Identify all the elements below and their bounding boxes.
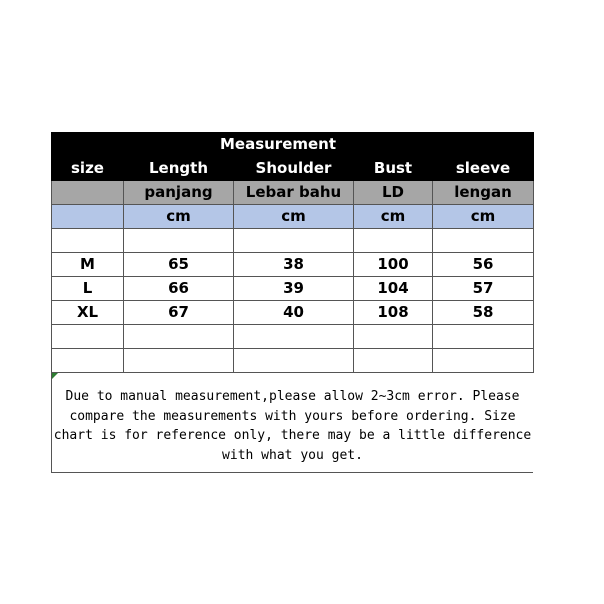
empty-cell (52, 325, 124, 349)
unit-cell: cm (124, 205, 234, 229)
disclaimer-text: Due to manual measurement,please allow 2~3cm error. Please compare the measurements with yours before ordering. Size chart is for reference only, there may be a little difference with what you get. (53, 389, 532, 463)
sleeve-cell: 57 (433, 277, 534, 301)
empty-cell (234, 349, 354, 373)
empty-cell (52, 229, 124, 253)
size-cell: L (52, 277, 124, 301)
length-cell: 66 (124, 277, 234, 301)
size-chart (51, 132, 533, 473)
length-cell: 65 (124, 253, 234, 277)
empty-cell (433, 349, 534, 373)
translation-cell: LD (354, 181, 433, 205)
translation-row (52, 181, 534, 205)
table-row (52, 349, 534, 373)
table-row (52, 229, 534, 253)
bust-cell: 104 (354, 277, 433, 301)
unit-row (52, 205, 534, 229)
empty-cell (433, 229, 534, 253)
empty-cell (124, 325, 234, 349)
empty-cell (354, 325, 433, 349)
header-sleeve: sleeve (433, 157, 534, 181)
table-row (52, 301, 534, 325)
bust-cell: 108 (354, 301, 433, 325)
empty-cell (124, 229, 234, 253)
unit-cell: cm (354, 205, 433, 229)
unit-cell: cm (433, 205, 534, 229)
translation-cell: panjang (124, 181, 234, 205)
bust-cell: 100 (354, 253, 433, 277)
empty-cell (433, 325, 534, 349)
header-size: size (52, 157, 124, 181)
shoulder-cell: 40 (234, 301, 354, 325)
sleeve-cell: 58 (433, 301, 534, 325)
size-cell: XL (52, 301, 124, 325)
table-title: Measurement (124, 133, 433, 157)
title-empty-cell (433, 133, 534, 157)
empty-cell (52, 349, 124, 373)
table-row (52, 253, 534, 277)
header-bust: Bust (354, 157, 433, 181)
unit-cell: cm (234, 205, 354, 229)
empty-cell (234, 325, 354, 349)
header-row (52, 157, 534, 181)
title-row (52, 133, 534, 157)
length-cell: 67 (124, 301, 234, 325)
size-cell: M (52, 253, 124, 277)
title-empty-cell (52, 133, 124, 157)
translation-cell: Lebar bahu (234, 181, 354, 205)
header-shoulder: Shoulder (234, 157, 354, 181)
empty-cell (234, 229, 354, 253)
unit-cell (52, 205, 124, 229)
shoulder-cell: 38 (234, 253, 354, 277)
translation-cell: lengan (433, 181, 534, 205)
size-table (51, 132, 534, 373)
table-row (52, 325, 534, 349)
disclaimer-note (51, 373, 533, 473)
shoulder-cell: 39 (234, 277, 354, 301)
translation-cell (52, 181, 124, 205)
empty-cell (354, 349, 433, 373)
empty-cell (124, 349, 234, 373)
header-length: Length (124, 157, 234, 181)
comment-marker-icon (52, 373, 58, 379)
empty-cell (354, 229, 433, 253)
sleeve-cell: 56 (433, 253, 534, 277)
table-row (52, 277, 534, 301)
